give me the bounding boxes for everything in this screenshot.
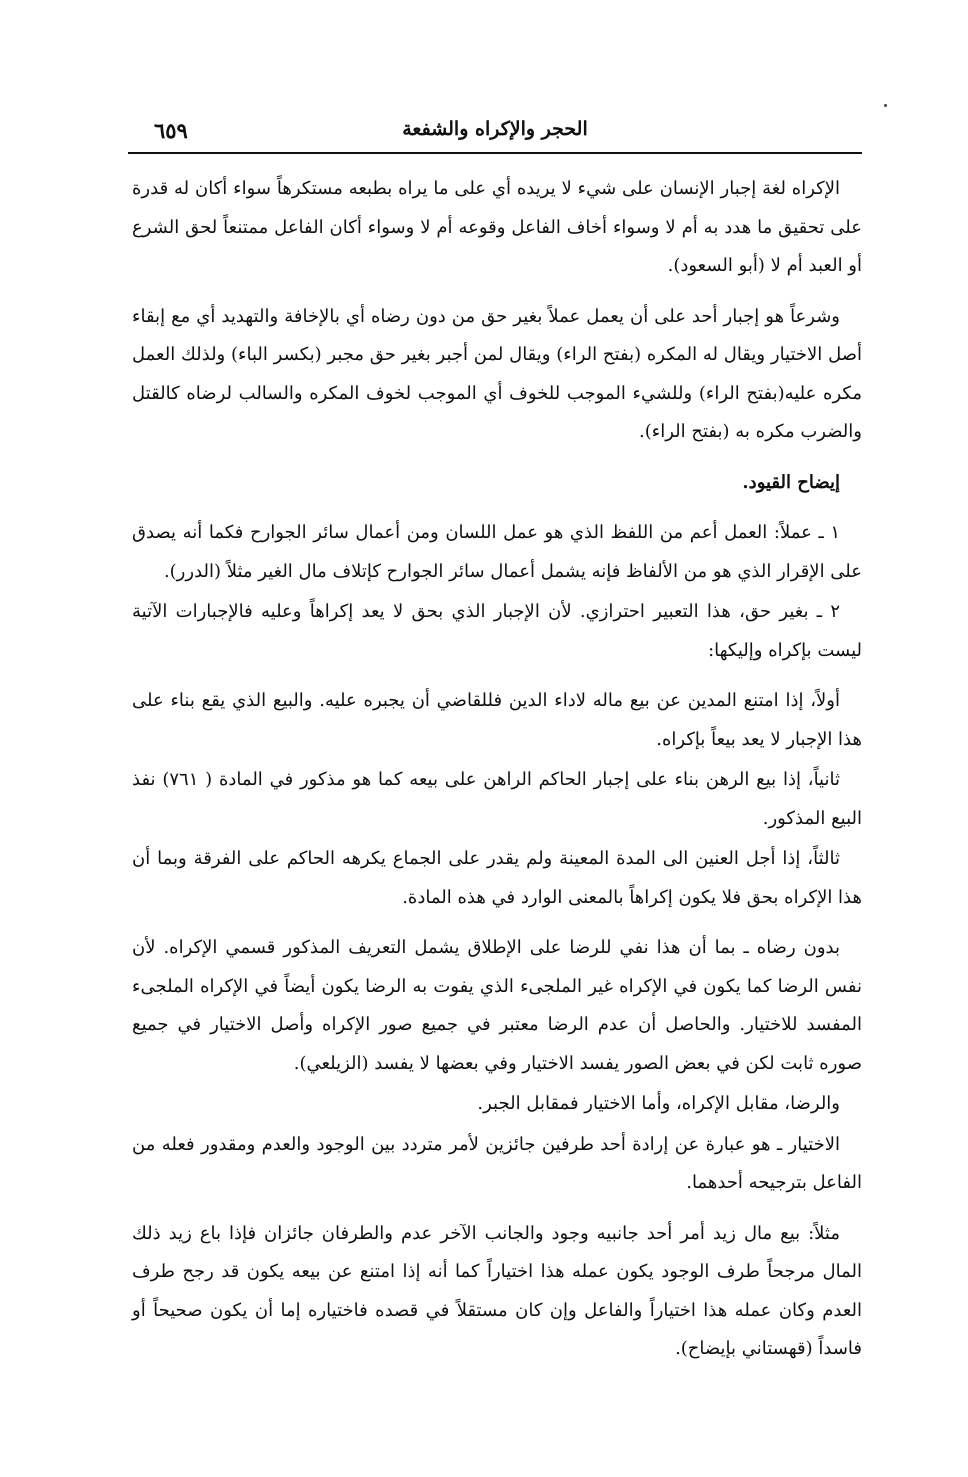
paragraph-item-1: ١ ـ عملاً: العمل أعم من اللفظ الذي هو عمل اللسان ومن أعمال سائر الجوارح فكما أنه يصدق على الإقرار الذي هو من الألفاظ فإنه يشمل أعمال سائر الجوارح كإتلاف مال الغير مثلاً (الدرر).: [132, 522, 862, 582]
paragraph-definition-linguistic: الإكراه لغة إجبار الإنسان على شيء لا يريده أي على ما يراه بطبعه مستكرهاً سواء أكان له قدرة على تحقيق ما هدد به أم لا وسواء أخاف الفاعل وقوعه أم لا وسواء أكان الفاعل ممتنعاً لحق الشرع أو العبد أم لا (أبو السعود).: [132, 178, 862, 276]
paragraph-first-case: أولاً، إذا امتنع المدين عن بيع ماله لاداء الدين فللقاضي أن يجبره عليه. والبيع الذي يقع بناء على هذا الإجبار لا يعد بيعاً بإكراه.: [132, 690, 862, 750]
section-heading: إيضاح القيود.: [742, 471, 840, 493]
paragraph-choice: الاختيار ـ هو عبارة عن إرادة أحد طرفين جائزين لأمر متردد بين الوجود والعدم ومقدور فعله من الفاعل بترجيحه أحدهما.: [132, 1133, 862, 1193]
margin-dot: [884, 104, 887, 107]
paragraph-third-case: ثالثاً، إذا أجل العنين الى المدة المعينة ولم يقدر على الجماع يكرهه الحاكم على الفرقة وبما أن هذا الإكراه بحق فلا يكون إكراهاً بالمعنى الوارد في هذه المادة.: [132, 848, 862, 908]
running-title: الحجر والإكراه والشفعة: [402, 118, 588, 140]
paragraph-example: مثلاً: بيع مال زيد أمر أحد جانبيه وجود والجانب الآخر عدم والطرفان جائزان فإذا باع زيد ذلك المال مرجحاً طرف الوجود يكون عمله هذا اختياراً كما أنه إذا امتنع عن بيعه يكون قد رجح طرف العدم وكان عمله هذا اختياراً والفاعل وإن كان مستقلاً في قصده فاختياره إما أن يكون صحيحاً أو فاسداً (قهستاني بإيضاح).: [132, 1222, 862, 1359]
page-header: [128, 108, 862, 154]
paragraph-item-2: ٢ ـ بغير حق، هذا التعبير احترازي. لأن الإجبار الذي بحق لا يعد إكراهاً وعليه فالإجبارات الآتية ليست بإكراه وإليكها:: [132, 601, 862, 661]
paragraph-definition-legal: وشرعاً هو إجبار أحد على أن يعمل عملاً بغير حق من دون رضاه أي بالإخافة والتهديد أي مع إبقاء أصل الاختيار ويقال له المكره (بفتح الراء) ويقال لمن أجبر بغير حق مجبر (بكسر الباء) ولذلك العمل مكره عليه(بفتح الراء) وللشيء الموجب للخوف أي الموجب لخوف المكره والسالب لرضاه كالقتل والضرب مكره به (بفتح الراء).: [132, 305, 862, 442]
paragraph-without-consent: بدون رضاه ـ بما أن هذا نفي للرضا على الإطلاق يشمل التعريف المذكور قسمي الإكراه. لأن نفس الرضا كما يكون في الإكراه غير الملجىء الذي يفوت به الرضا يكون أيضاً في الإكراه الملجىء المفسد للاختيار. والحاصل أن عدم الرضا معتبر في جميع صور الإكراه وأصل الاختيار في جميع صوره ثابت لكن في بعض الصور يفسد الاختيار وفي بعضها لا يفسد (الزيلعي).: [132, 937, 862, 1074]
paragraph-second-case: ثانياً، إذا بيع الرهن بناء على إجبار الحاكم الراهن على بيعه كما هو مذكور في المادة ( ٧٦١) نفذ البيع المذكور.: [132, 769, 862, 829]
page-body: [132, 170, 862, 1381]
paragraph-consent: والرضا، مقابل الإكراه، وأما الاختيار فمقابل الجبر.: [477, 1093, 840, 1114]
page-number: ٦٥٩: [154, 118, 188, 143]
